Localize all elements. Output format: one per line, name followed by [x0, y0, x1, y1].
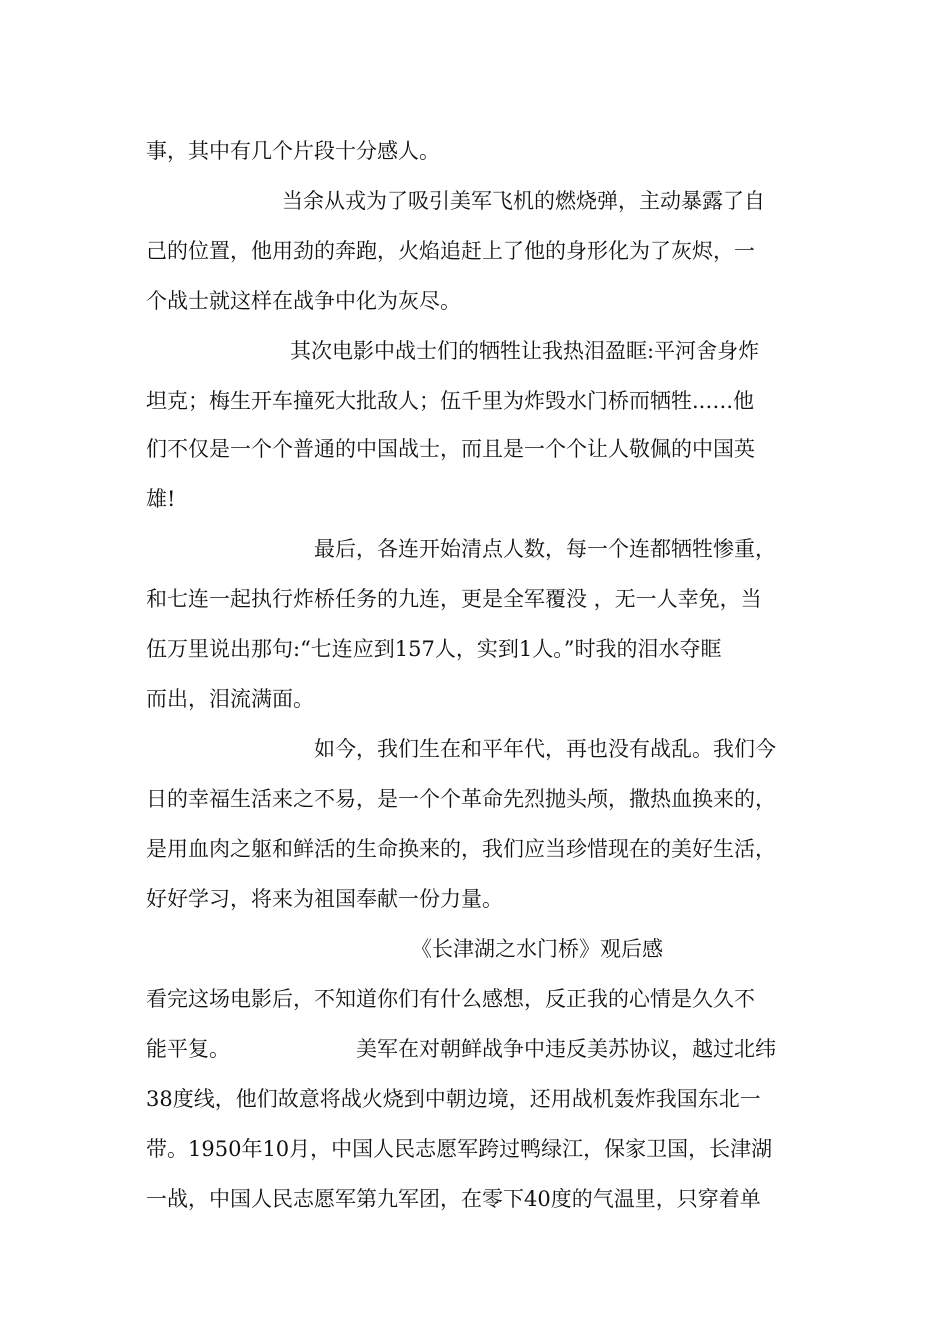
text-line: 日的幸福生活来之不易，是一个个革命先烈抛头颅，撒热血换来的，	[146, 787, 776, 811]
section-title: 《长津湖之水门桥》观后感	[411, 937, 663, 961]
text-line: 38度线，他们故意将战火烧到中朝边境，还用战机轰炸我国东北一	[146, 1087, 761, 1111]
text-line: 带。1950年10月，中国人民志愿军跨过鸭绿江，保家卫国，长津湖	[146, 1137, 773, 1161]
text-line: 坦克；梅生开车撞死大批敌人；伍千里为炸毁水门桥而牺牲..….他	[146, 389, 755, 413]
text-line: 当余从戎为了吸引美军飞机的燃烧弹，主动暴露了自	[282, 189, 765, 213]
text-line: 雄!	[146, 487, 176, 511]
text-line: 事，其中有几个片段十分感人。	[146, 139, 440, 163]
text-line: 最后，各连开始清点人数，每一个连都牺牲惨重，	[314, 537, 776, 561]
text-line: 看完这场电影后，不知道你们有什么感想，反正我的心情是久久不	[146, 987, 755, 1011]
text-line: 是用血肉之躯和鲜活的生命换来的，我们应当珍惜现在的美好生活，	[146, 837, 776, 861]
text-line: 好好学习，将来为祖国奉献一份力量。	[146, 887, 503, 911]
text-line: 一战，中国人民志愿军第九军团，在零下40度的气温里，只穿着单	[146, 1187, 761, 1211]
text-line: 和七连一起执行炸桥任务的九连，更是全军覆没 ，无一人幸免，当	[146, 587, 762, 611]
text-line: 其次电影中战士们的牺牲让我热泪盈眶:平河舍身炸	[290, 339, 760, 363]
text-line: 们不仅是一个个普通的中国战士，而且是一个个让人敬佩的中国英	[146, 437, 755, 461]
text-line: 能平复。	[146, 1037, 230, 1061]
text-line: 如今，我们生在和平年代，再也没有战乱。我们今	[314, 737, 776, 761]
text-line: 而出，泪流满面。	[146, 687, 314, 711]
text-line: 美军在对朝鲜战争中违反美苏协议，越过北纬	[356, 1037, 776, 1061]
text-line: 个战士就这样在战争中化为灰尽。	[146, 289, 461, 313]
text-line: 己的位置，他用劲的奔跑，火焰追赶上了他的身形化为了灰烬，一	[146, 239, 755, 263]
text-line: 伍万里说出那句:“七连应到157人，实到1人。”时我的泪水夺眶	[146, 637, 722, 661]
